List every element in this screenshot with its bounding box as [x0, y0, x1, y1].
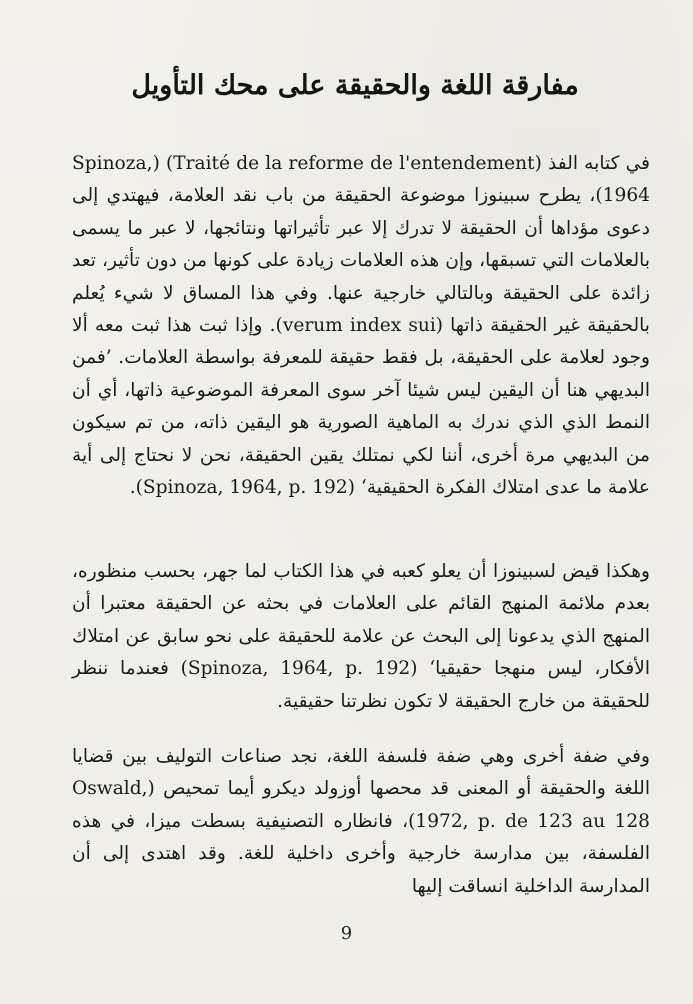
page-title: مفارقة اللغة والحقيقة على محك التأويل: [131, 70, 579, 101]
paragraph-spinoza-sign-critique: في كتابه الفذ (Traité de la reforme de l'entendement) (Spinoza, 1964)، يطرح سبينوزا موضوعة الحقيقة من باب نقد العلامة، فيهتدي إلى دعوى مؤداها أن الحقيقة لا تدرك إلا عبر تأثيراتها ونتائجها، لا عبر ما يسمى بالعلامات التي تسبقها، وإن هذه العلامات زيادة على كونها من دون تأثير، تعد زائدة على الحقيقة وبالتالي خارجية عنها. وفي هذا المساق لا شيء يُعلم بالحقيقة غير الحقيقة ذاتها (verum index sui). وإذا ثبت هذا ثبت معه ألا وجود لعلامة على الحقيقة، بل فقط حقيقة للمعرفة بواسطة العلامات. ’فمن البديهي هنا أن اليقين ليس شيئا آخر سوى المعرفة الموضوعية ذاتها، أي أن النمط الذي الذي ندرك به الماهية الصورية هو اليقين ذاته، من تم سيكون من البديهي مرة أخرى، أننا لكي نمتلك يقين الحقيقة، نحن لا نحتاج إلى أية علامة ما عدى امتلاك الفكرة الحقيقية‘ (Spinoza, 1964, p. 192).: [72, 153, 650, 499]
paragraph-spinoza-method: وهكذا قيض لسبينوزا أن يعلو كعبه في هذا الكتاب لما جهر، بحسب منظوره، بعدم ملائمة المنهج القائم على العلامات في بحثه عن الحقيقة معتبرا أن المنهج الذي يدعونا إلى البحث عن علامة للحقيقة على نحو سابق عن امتلاك الأفكار، ليس منهجا حقيقيا‘ (Spinoza, 1964, p. 192) فعندما ننظر للحقيقة من خارج الحقيقة لا تكون نظرتنا حقيقية.: [72, 561, 650, 712]
paragraph-philosophy-of-language: وفي ضفة أخرى وهي ضفة فلسفة اللغة، نجد صناعات التوليف بين قضايا اللغة والحقيقة أو المعنى قد محصها أوزولد ديكرو أيما تمحيص (Oswald, 1972, p. de 123 au 128)، فانظاره التصنيفية بسطت ميزا، في هذه الفلسفة، بين مدارسة خارجية وأخرى داخلية للغة. وقد اهتدى إلى أن المدارسة الداخلية انساقت إليها: [72, 746, 651, 897]
page-number: 9: [340, 923, 353, 944]
